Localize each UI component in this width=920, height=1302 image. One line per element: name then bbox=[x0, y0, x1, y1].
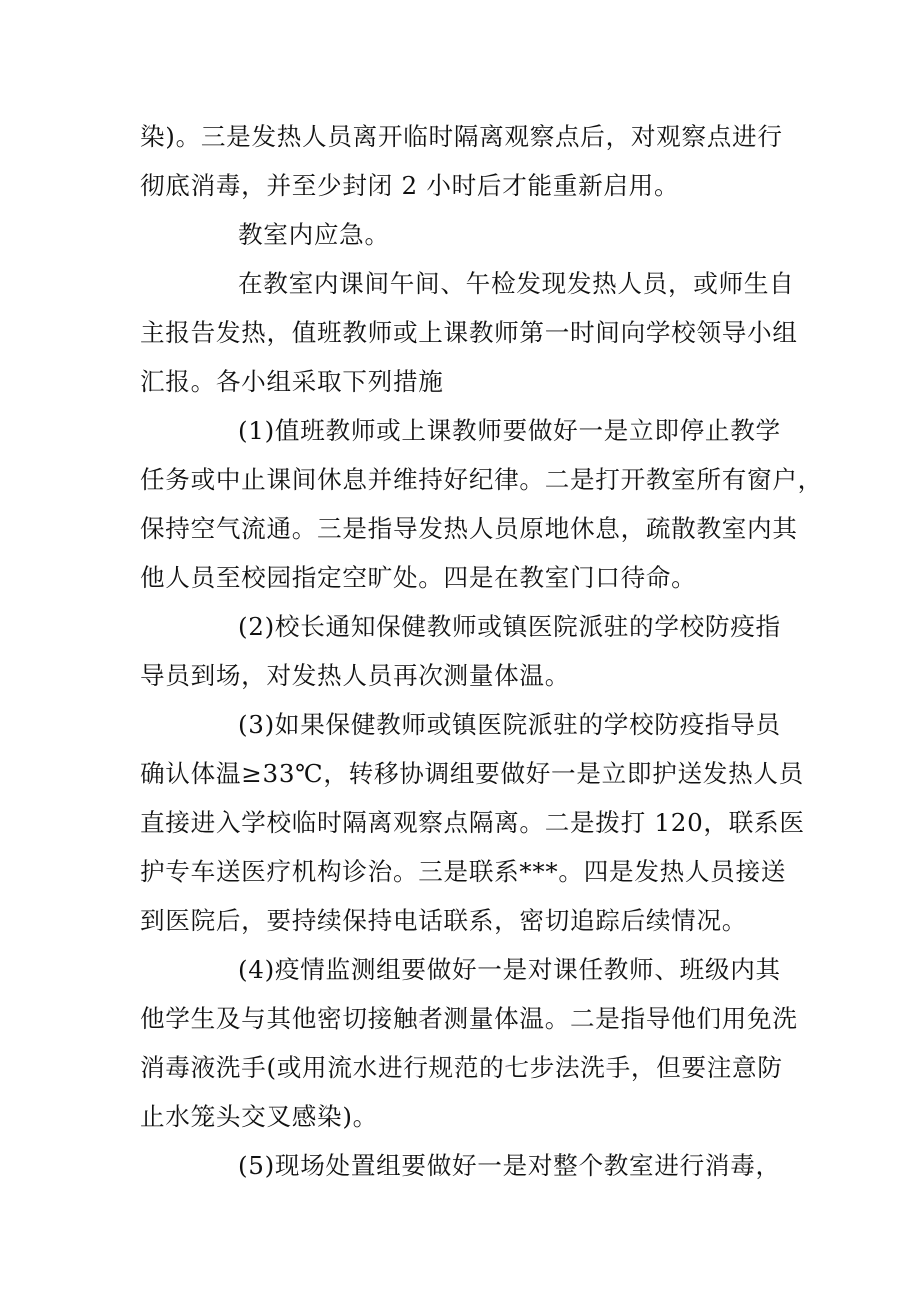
text-line: 止水笼头交叉感染)。 bbox=[140, 1102, 378, 1131]
text-line: 任务或中止课间休息并维持好纪律。二是打开教室所有窗户， bbox=[140, 465, 823, 494]
text-line: 在教室内课间午间、午检发现发热人员，或师生自 bbox=[238, 269, 795, 298]
text-line: 汇报。各小组采取下列措施 bbox=[140, 367, 444, 396]
text-line: 彻底消毒，并至少封闭 2 小时后才能重新启用。 bbox=[140, 171, 680, 200]
text-line: 他人员至校园指定空旷处。四是在教室门口待命。 bbox=[140, 563, 697, 592]
text-line: 染)。三是发热人员离开临时隔离观察点后，对观察点进行 bbox=[140, 122, 783, 151]
text-line: 护专车送医疗机构诊治。三是联系***。四是发热人员接送 bbox=[140, 857, 787, 886]
text-line: 消毒液洗手(或用流水进行规范的七步法洗手，但要注意防 bbox=[140, 1053, 783, 1082]
section-heading: 教室内应急。 bbox=[238, 220, 390, 249]
text-line: 主报告发热，值班教师或上课教师第一时间向学校领导小组 bbox=[140, 318, 798, 347]
text-line: (1)值班教师或上课教师要做好一是立即停止教学 bbox=[238, 416, 781, 445]
text-line: 到医院后，要持续保持电话联系，密切追踪后续情况。 bbox=[140, 906, 748, 935]
text-line: (2)校长通知保健教师或镇医院派驻的学校防疫指 bbox=[238, 612, 781, 641]
text-line: (5)现场处置组要做好一是对整个教室进行消毒， bbox=[238, 1151, 781, 1180]
text-line: (3)如果保健教师或镇医院派驻的学校防疫指导员 bbox=[238, 710, 781, 739]
text-line: (4)疫情监测组要做好一是对课任教师、班级内其 bbox=[238, 955, 781, 984]
text-line: 确认体温≥33℃，转移协调组要做好一是立即护送发热人员 bbox=[140, 759, 804, 788]
text-line: 导员到场，对发热人员再次测量体温。 bbox=[140, 661, 570, 690]
text-line: 保持空气流通。三是指导发热人员原地休息，疏散教室内其 bbox=[140, 514, 798, 543]
text-line: 直接进入学校临时隔离观察点隔离。二是拨打 120，联系医 bbox=[140, 808, 805, 837]
text-line: 他学生及与其他密切接触者测量体温。二是指导他们用免洗 bbox=[140, 1004, 798, 1033]
